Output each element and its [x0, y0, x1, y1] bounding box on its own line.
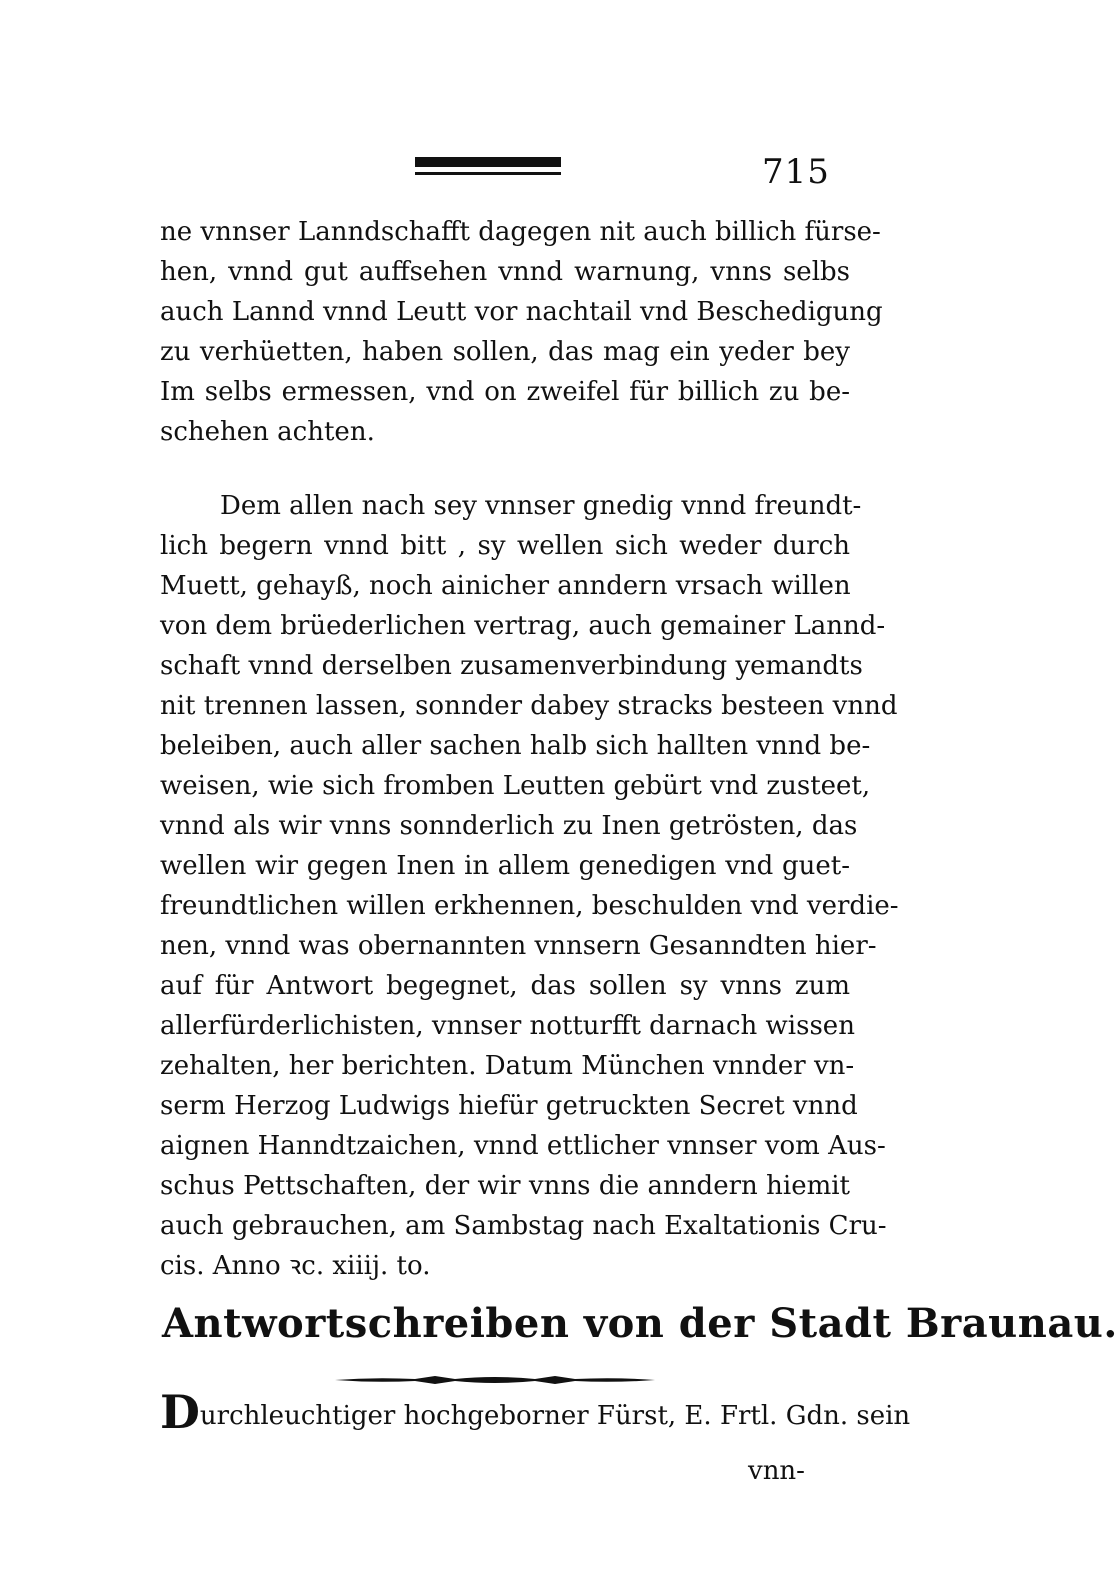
text-line: cis. Anno ꝛc. xiiij. to.: [160, 1251, 431, 1281]
text-line: lich begern vnnd bitt , sy wellen sich weder durch: [160, 531, 850, 561]
header-rule-thin: [415, 172, 561, 175]
text-line: zehalten, her berichten. Datum München vnnder vn-: [160, 1051, 855, 1081]
header-rule-thick: [415, 157, 561, 167]
text-line: [160, 1385, 911, 1439]
text-line: serm Herzog Ludwigs hiefür getruckten Secret vnnd: [160, 1091, 858, 1121]
drop-cap: D: [160, 1385, 200, 1439]
letter-opening-text: urchleuchtiger hochgeborner Fürst, E. Frtl. Gdn. sein: [199, 1401, 911, 1431]
text-line: zu verhüetten, haben sollen, das mag ein yeder bey: [160, 337, 850, 367]
text-line: nit trennen lassen, sonnder dabey stracks besteen vnnd: [160, 691, 898, 721]
catchword: vnn-: [748, 1456, 805, 1486]
text-line: freundtlichen willen erkhennen, beschulden vnd verdie-: [160, 891, 899, 921]
text-line: weisen, wie sich fromben Leutten gebürt vnd zusteet,: [160, 771, 871, 801]
text-line: aignen Hanndtzaichen, vnnd ettlicher vnnser vom Aus-: [160, 1131, 886, 1161]
header-rule: [415, 157, 561, 183]
text-line: allerfürderlichisten, vnnser notturfft darnach wissen: [160, 1011, 855, 1041]
text-line: Im selbs ermessen, vnd on zweifel für billich zu be-: [160, 377, 850, 407]
text-line: Dem allen nach sey vnnser gnedig vnnd freundt-: [220, 491, 862, 521]
text-line: von dem brüederlichen vertrag, auch gemainer Lannd-: [160, 611, 886, 641]
text-line: auf für Antwort begegnet, das sollen sy vnns zum: [160, 971, 850, 1001]
text-line: ne vnnser Lanndschafft dagegen nit auch billich fürse-: [160, 217, 881, 247]
text-line: wellen wir gegen Inen in allem genedigen vnd guet-: [160, 851, 850, 881]
text-line: schus Pettschaften, der wir vnns die anndern hiemit: [160, 1171, 850, 1201]
letter-opening: [160, 1385, 911, 1439]
paragraph-dem-allen-nach: [160, 486, 899, 1286]
paragraph-continuation: [160, 212, 883, 452]
text-line: beleiben, auch aller sachen halb sich hallten vnnd be-: [160, 731, 871, 761]
text-line: auch Lannd vnnd Leutt vor nachtail vnd Beschedigung: [160, 297, 883, 327]
text-line: hen, vnnd gut auffsehen vnnd warnung, vnns selbs: [160, 257, 850, 287]
page-number: 715: [762, 152, 830, 192]
text-line: auch gebrauchen, am Sambstag nach Exaltationis Cru-: [160, 1211, 887, 1241]
text-line: Muett, gehayß, noch ainicher anndern vrsach willen: [160, 571, 851, 601]
ornamental-divider: [335, 1375, 655, 1385]
section-heading: Antwortschreiben von der Stadt Braunau.: [162, 1300, 1118, 1347]
text-line: schehen achten.: [160, 417, 375, 447]
text-line: nen, vnnd was obernannten vnnsern Gesanndten hier-: [160, 931, 877, 961]
text-line: schaft vnnd derselben zusamenverbindung yemandts: [160, 651, 863, 681]
text-line: vnnd als wir vnns sonnderlich zu Inen getrösten, das: [160, 811, 858, 841]
